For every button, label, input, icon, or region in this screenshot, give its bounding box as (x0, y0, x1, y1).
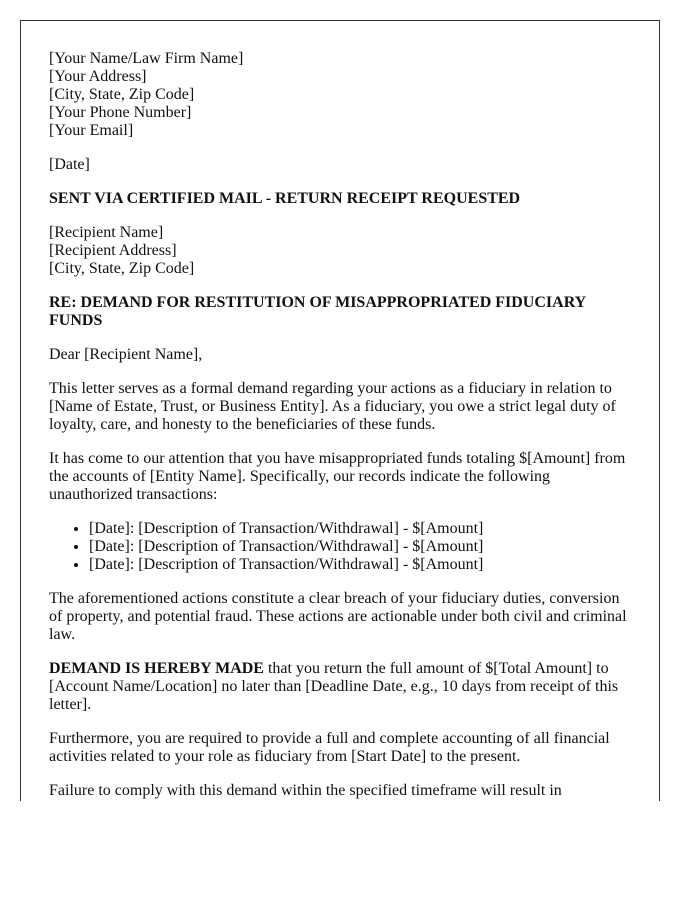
sender-name: [Your Name/Law Firm Name] (49, 50, 244, 67)
paragraph-fiduciary-duty: This letter serves as a formal demand regarding your actions as a fiduciary in relation to [Name of Estate, Trust, or Business Entity]. As a fiduciary, you owe a strict legal duty of loyalty, care, and honesty to the beneficiaries of these funds. (49, 380, 616, 433)
sender-email: [Your Email] (49, 122, 134, 139)
subject-line: RE: DEMAND FOR RESTITUTION OF MISAPPROPRIATED FIDUCIARY FUNDS (49, 294, 586, 329)
sender-block (49, 50, 631, 140)
transaction-list (49, 520, 631, 574)
demand-rest: that you return the full amount of $[Total Amount] to [Account Name/Location] no later than [Deadline Date, e.g., 10 days from receipt of this letter]. (49, 660, 619, 713)
paragraph-accounting: Furthermore, you are required to provide a full and complete accounting of all financial activities related to your role as fiduciary from [Start Date] to the present. (49, 730, 610, 765)
recipient-name: [Recipient Name] (49, 224, 164, 241)
paragraph-demand (49, 660, 631, 714)
paragraph-breach: The aforementioned actions constitute a clear breach of your fiduciary duties, conversion of property, and potential fraud. These actions are actionable under both civil and criminal law. (49, 590, 627, 643)
recipient-address: [Recipient Address] (49, 242, 177, 259)
letter-frame (20, 20, 660, 801)
transaction-item: • [Date]: [Description of Transaction/Withdrawal] - $[Amount] (89, 538, 631, 556)
sender-address: [Your Address] (49, 68, 147, 85)
letter-date: [Date] (49, 156, 90, 173)
demand-letter (21, 21, 659, 800)
transaction-item: • [Date]: [Description of Transaction/Withdrawal] - $[Amount] (89, 520, 631, 538)
paragraph-consequences: Failure to comply with this demand within the specified timeframe will result in (49, 782, 562, 799)
sender-phone: [Your Phone Number] (49, 104, 192, 121)
paragraph-misappropriation: It has come to our attention that you have misappropriated funds totaling $[Amount] from the accounts of [Entity Name]. Specifically, our records indicate the following unauthorized transactions: (49, 450, 626, 503)
recipient-city-state-zip: [City, State, Zip Code] (49, 260, 195, 277)
recipient-block (49, 224, 631, 278)
delivery-notice: SENT VIA CERTIFIED MAIL - RETURN RECEIPT REQUESTED (49, 190, 521, 207)
demand-lead: DEMAND IS HEREBY MADE (49, 660, 264, 677)
salutation: Dear [Recipient Name], (49, 346, 203, 363)
transaction-item: • [Date]: [Description of Transaction/Withdrawal] - $[Amount] (89, 556, 631, 574)
sender-city-state-zip: [City, State, Zip Code] (49, 86, 195, 103)
